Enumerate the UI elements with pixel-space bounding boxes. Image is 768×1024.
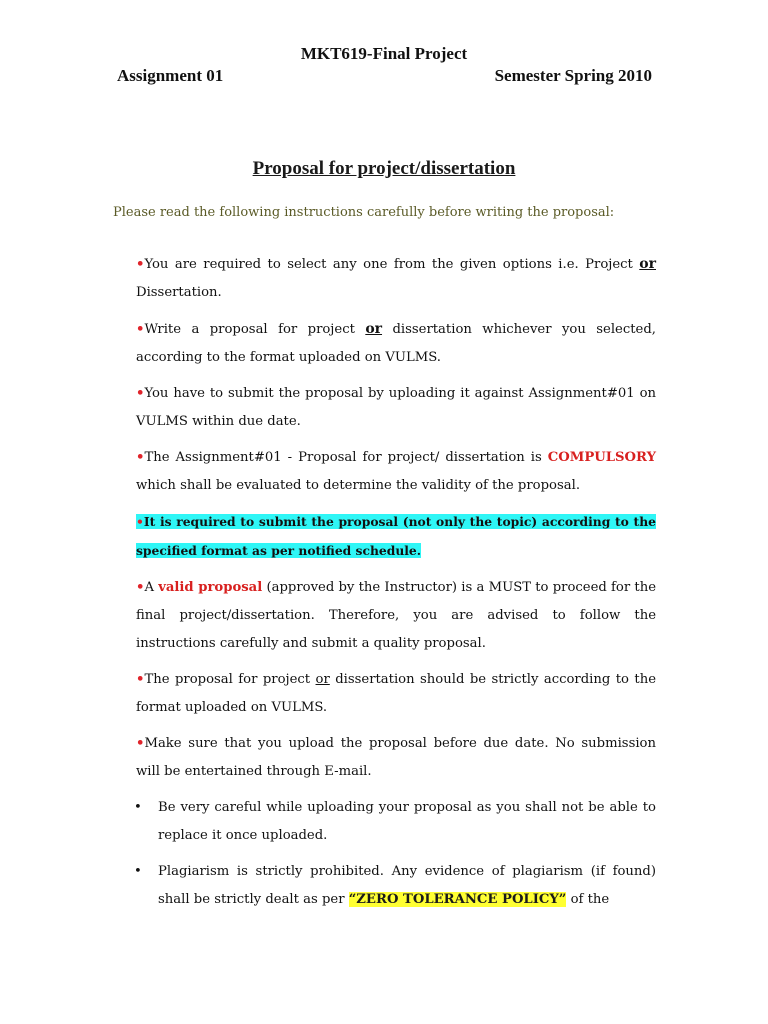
instruction-item: •A valid proposal (approved by the Instructor) is a MUST to proceed for the final project/dissertation. Therefore, you are advised to follow the instructions carefully and submit a quality proposal. bbox=[136, 580, 656, 651]
semester-label: Semester Spring 2010 bbox=[494, 66, 652, 85]
assignment-label: Assignment 01 bbox=[117, 66, 224, 85]
document-title: Proposal for project/dissertation bbox=[252, 158, 516, 179]
or-emphasis: or bbox=[639, 256, 656, 272]
zero-tolerance-emphasis: “ZERO TOLERANCE POLICY” bbox=[348, 892, 567, 907]
red-bullet-icon: • bbox=[136, 322, 145, 337]
red-bullet-icon: • bbox=[136, 450, 145, 465]
red-bullet-icon: • bbox=[136, 580, 145, 595]
instruction-item: •The Assignment#01 - Proposal for project/ dissertation is COMPULSORY which shall be evaluated to determine the validity of the proposal. bbox=[136, 450, 656, 493]
red-bullet-icon: • bbox=[136, 386, 145, 401]
course-title: MKT619-Final Project bbox=[300, 44, 468, 63]
header-row bbox=[117, 66, 652, 86]
instruction-list bbox=[136, 250, 656, 922]
intro-text: Please read the following instructions carefully before writing the proposal: bbox=[113, 205, 615, 220]
bullet-icon: • bbox=[134, 800, 142, 815]
instruction-item: • Be very careful while uploading your proposal as you shall not be able to replace it once uploaded. bbox=[136, 794, 656, 850]
compulsory-emphasis: COMPULSORY bbox=[547, 450, 656, 465]
instruction-item-highlighted: •It is required to submit the proposal (not only the topic) according to the specified format as per notified schedule. bbox=[136, 514, 656, 558]
red-bullet-icon: • bbox=[136, 672, 145, 687]
instruction-item: •The proposal for project or dissertation should be strictly according to the format uploaded on VULMS. bbox=[136, 672, 656, 715]
bullet-icon: • bbox=[134, 864, 142, 879]
red-bullet-icon: • bbox=[136, 257, 145, 272]
instruction-item: •You have to submit the proposal by uploading it against Assignment#01 on VULMS within due date. bbox=[136, 386, 656, 429]
instruction-item: •Make sure that you upload the proposal before due date. No submission will be entertained through E-mail. bbox=[136, 736, 656, 779]
valid-proposal-emphasis: valid proposal bbox=[158, 580, 263, 595]
red-bullet-icon: • bbox=[136, 514, 144, 529]
instruction-item: • Plagiarism is strictly prohibited. Any evidence of plagiarism (if found) shall be strictly dealt as per “ZERO TOLERANCE POLICY” of the bbox=[136, 858, 656, 914]
instruction-item: •Write a proposal for project or dissertation whichever you selected, according to the format uploaded on VULMS. bbox=[136, 321, 656, 365]
red-bullet-icon: • bbox=[136, 736, 145, 751]
or-emphasis: or bbox=[365, 321, 383, 337]
or-emphasis: or bbox=[315, 672, 330, 687]
instruction-item: •You are required to select any one from the given options i.e. Project or Dissertation. bbox=[136, 256, 656, 300]
